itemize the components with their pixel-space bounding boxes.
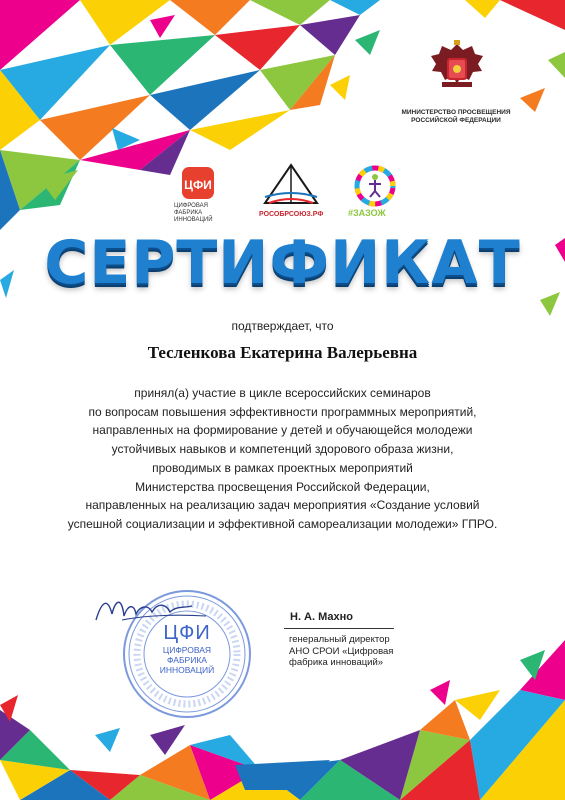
ministry-name-line: РОССИЙСКОЙ ФЕДЕРАЦИИ [411, 117, 501, 124]
confirms-text: подтверждает, что [231, 319, 334, 333]
body-line: по вопросам повышения эффективности программных мероприятий, [88, 404, 477, 419]
cfi-caption-line: ЦИФРОВАЯ [174, 203, 208, 209]
signer-name: Н. А. Махно [290, 611, 354, 623]
signer-title-line: АНО СРОИ «Цифровая [289, 645, 394, 657]
stamp-letters: ЦФИ [163, 622, 211, 644]
recipient-name: Тесленкова Екатерина Валерьевна [147, 343, 418, 362]
cfi-caption-line: ФАБРИКА ИННОВАЦИЙ [174, 210, 213, 223]
stamp-subtitle [133, 645, 241, 675]
certificate-year: 2020 год [257, 747, 308, 761]
zazozh-logo-icon [352, 163, 398, 209]
signature-mark [92, 590, 212, 630]
rosobrsoyuz-caption: РОСОБРСОЮЗ.РФ [259, 211, 324, 218]
body-line: принял(а) участие в цикле всероссийских семинаров [134, 386, 431, 400]
ministry-name-line: МИНИСТЕРСТВО ПРОСВЕЩЕНИЯ [401, 109, 511, 116]
ministry-emblem-icon [428, 38, 486, 102]
signer-title-line: фабрика инноваций» [289, 657, 384, 668]
rosobrsoyuz-logo-icon [259, 163, 323, 209]
cfi-logo-letters: ЦФИ [184, 178, 212, 192]
cfi-caption [174, 203, 234, 224]
body-line: устойчивых навыков и компетенций здорового образа жизни, [111, 442, 454, 457]
body-line: успешной социализации и эффективной самореализации молодежи» ГПРО. [67, 516, 498, 531]
signer-title [289, 634, 419, 669]
stamp-subtitle-line: ФАБРИКА [167, 655, 207, 665]
body-line: направленных на формирование у детей и обучающейся молодежи [92, 423, 473, 438]
body-line: проводимых в рамках проектных мероприятий [152, 460, 413, 475]
signature-line [284, 628, 394, 629]
body-line: направленных на реализацию задач мероприятия «Создание условий [85, 498, 480, 513]
ministry-name [396, 109, 516, 125]
stamp-subtitle-line: ЦИФРОВАЯ [162, 645, 212, 655]
certificate-body [20, 384, 545, 534]
body-line: Министерства просвещения Российской Федерации, [135, 479, 430, 494]
cfi-logo-icon [180, 165, 216, 201]
signer-title-line: генеральный директор [289, 634, 390, 645]
stamp-subtitle-line: ИННОВАЦИЙ [159, 665, 215, 675]
zazozh-caption: #ЗАЗОЖ [348, 208, 386, 218]
certificate-title: СЕРТИФИКАТ [44, 228, 521, 298]
